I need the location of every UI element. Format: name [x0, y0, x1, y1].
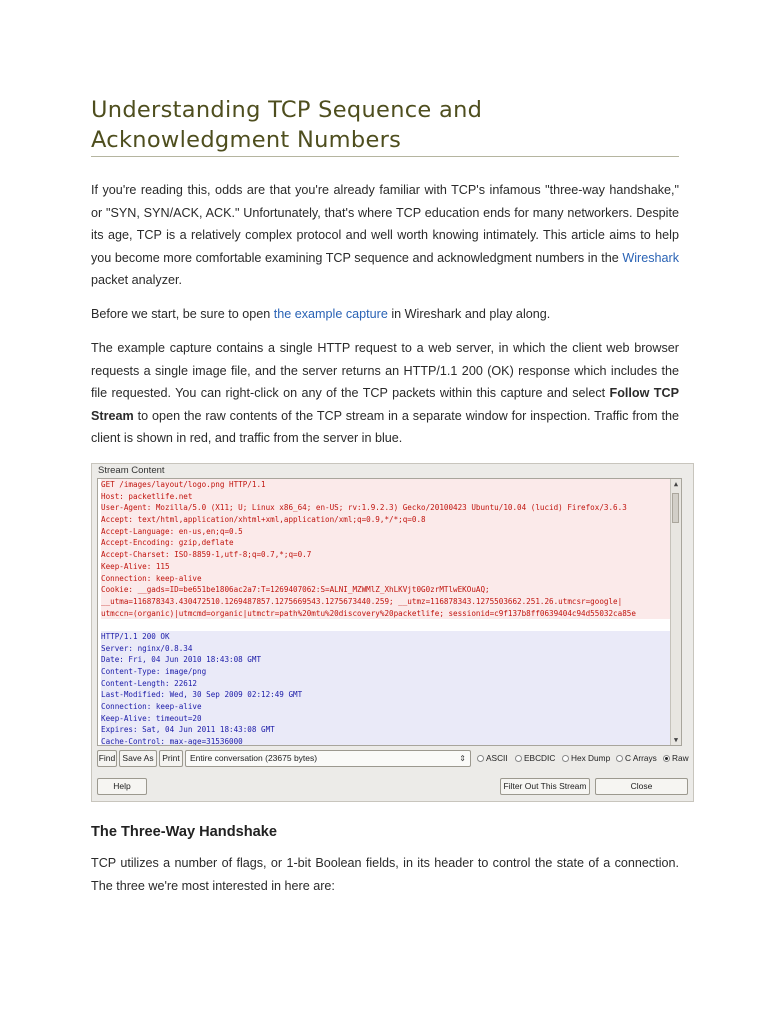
conversation-select-value: Entire conversation (23675 bytes): [190, 753, 318, 763]
radio-ebcdic-label: EBCDIC: [524, 753, 556, 763]
capture-text: The example capture contains a single HTTP request to a web server, in which the client web browser requests a single image file, and the server returns an HTTP/1.1 200 (OK) response which includes the file requested. You can right-click on any of the TCP packets within this capture and select: [91, 341, 679, 401]
request-line: utmccn=(organic)|utmcmd=organic|utmctr=path%20mtu%20discovery%20packetlife; sessionid=c9f137b8ff0639404c94d55032ca85e: [101, 608, 682, 620]
page-title: [91, 95, 679, 155]
radio-hex-dump-icon: [562, 755, 569, 762]
radio-ascii-label: ASCII: [486, 753, 508, 763]
setup-tail: in Wireshark and play along.: [387, 307, 551, 321]
response-line: Content-Type: image/png: [101, 666, 682, 678]
stream-toolbar: [97, 750, 687, 768]
help-button[interactable]: Help: [97, 778, 147, 795]
radio-ebcdic[interactable]: [515, 753, 555, 764]
request-line: GET /images/layout/logo.png HTTP/1.1: [101, 479, 682, 491]
scroll-up-icon[interactable]: ▲: [673, 480, 679, 488]
request-line: Accept: text/html,application/xhtml+xml,application/xml;q=0.9,*/*;q=0.8: [101, 514, 682, 526]
vertical-scrollbar[interactable]: [670, 479, 681, 745]
print-button[interactable]: Print: [159, 750, 183, 767]
request-line: Accept-Language: en-us,en;q=0.5: [101, 526, 682, 538]
example-capture-link[interactable]: the example capture: [273, 307, 388, 321]
capture-paragraph: [91, 337, 679, 450]
conversation-select[interactable]: [185, 750, 471, 767]
radio-ascii[interactable]: [477, 753, 508, 764]
response-line: Expires: Sat, 04 Jun 2011 18:43:08 GMT: [101, 724, 682, 736]
follow-tcp-stream-window: [91, 463, 694, 802]
intro-paragraph: [91, 179, 679, 292]
stream-lines: [98, 479, 681, 746]
radio-hex-dump[interactable]: [562, 753, 610, 764]
blank-line: [98, 619, 681, 631]
title-line-2: Acknowledgment Numbers: [91, 127, 402, 153]
scroll-down-icon[interactable]: ▼: [673, 736, 679, 744]
request-line: Host: packetlife.net: [101, 491, 682, 503]
title-divider: [91, 156, 679, 157]
intro-text: If you're reading this, odds are that you're already familiar with TCP's infamous "three-way handshake," or "SYN, SYN/ACK, ACK." Unfortunately, that's where TCP education ends for many networkers. Despite its age, TCP is a relatively complex protocol and well worth knowing intimately. This article aims to help you become more comfortable examining TCP sequence and acknowledgment numbers in the: [91, 183, 679, 265]
request-line: Accept-Charset: ISO-8859-1,utf-8;q=0.7,*;q=0.7: [101, 549, 682, 561]
response-line: Keep-Alive: timeout=20: [101, 713, 682, 725]
request-line: Connection: keep-alive: [101, 573, 682, 585]
radio-ebcdic-icon: [515, 755, 522, 762]
response-line: Content-Length: 22612: [101, 678, 682, 690]
response-line: Cache-Control: max-age=31536000: [101, 736, 682, 746]
stream-content-caption: Stream Content: [98, 465, 165, 476]
intro-tail: packet analyzer.: [91, 273, 183, 288]
radio-c-arrays-label: C Arrays: [625, 753, 657, 763]
response-line: Date: Fri, 04 Jun 2010 18:43:08 GMT: [101, 654, 682, 666]
wireshark-link[interactable]: Wireshark: [622, 250, 679, 265]
find-button[interactable]: Find: [97, 750, 117, 767]
follow-tcp-stream-text: Follow TCP Stream: [91, 386, 679, 423]
close-button[interactable]: Close: [595, 778, 688, 795]
section-heading: The Three-Way Handshake: [91, 824, 277, 840]
radio-raw[interactable]: [663, 753, 689, 764]
response-line: Last-Modified: Wed, 30 Sep 2009 02:12:49 GMT: [101, 689, 682, 701]
stream-content-text[interactable]: [97, 478, 682, 746]
scrollbar-thumb[interactable]: [672, 493, 679, 523]
title-line-1: Understanding TCP Sequence and: [91, 97, 483, 123]
radio-c-arrays[interactable]: [616, 753, 657, 764]
request-line: Keep-Alive: 115: [101, 561, 682, 573]
select-updown-icon: ⇕: [459, 754, 466, 763]
request-line: Cookie: __gads=ID=be651be1806ac2a7:T=1269407062:S=ALNI_MZWMlZ_XhLKVjt0G0zrMTlwEKOuAQ;: [101, 584, 682, 596]
request-line: User-Agent: Mozilla/5.0 (X11; U; Linux x86_64; en-US; rv:1.9.2.3) Gecko/20100423 Ubuntu/10.04 (lucid) Firefox/3.6.3: [101, 502, 682, 514]
response-line: HTTP/1.1 200 OK: [101, 631, 682, 643]
radio-hex-dump-label: Hex Dump: [571, 753, 611, 763]
filter-out-stream-button[interactable]: Filter Out This Stream: [500, 778, 590, 795]
request-line: __utma=116878343.430472510.1269487857.1275669543.1275673440.259; __utmz=116878343.1275503662.251.26.utmcsr=google|: [101, 596, 682, 608]
response-line: Server: nginx/0.8.34: [101, 643, 682, 655]
dialog-buttons: [92, 778, 693, 796]
radio-raw-icon: [663, 755, 670, 762]
flags-paragraph: TCP utilizes a number of flags, or 1-bit Boolean fields, in its header to control the state of a connection. The three we're most interested in here are:: [91, 856, 679, 893]
radio-raw-label: Raw: [672, 753, 689, 763]
save-as-button[interactable]: Save As: [119, 750, 157, 767]
setup-paragraph: [91, 303, 679, 326]
request-line: Accept-Encoding: gzip,deflate: [101, 537, 682, 549]
radio-ascii-icon: [477, 755, 484, 762]
radio-c-arrays-icon: [616, 755, 623, 762]
capture-tail: to open the raw contents of the TCP stream in a separate window for inspection. Traffic from the client is shown in red, and traffic from the server in blue.: [91, 408, 679, 446]
response-line: Connection: keep-alive: [101, 701, 682, 713]
setup-text: Before we start, be sure to open: [91, 307, 274, 321]
